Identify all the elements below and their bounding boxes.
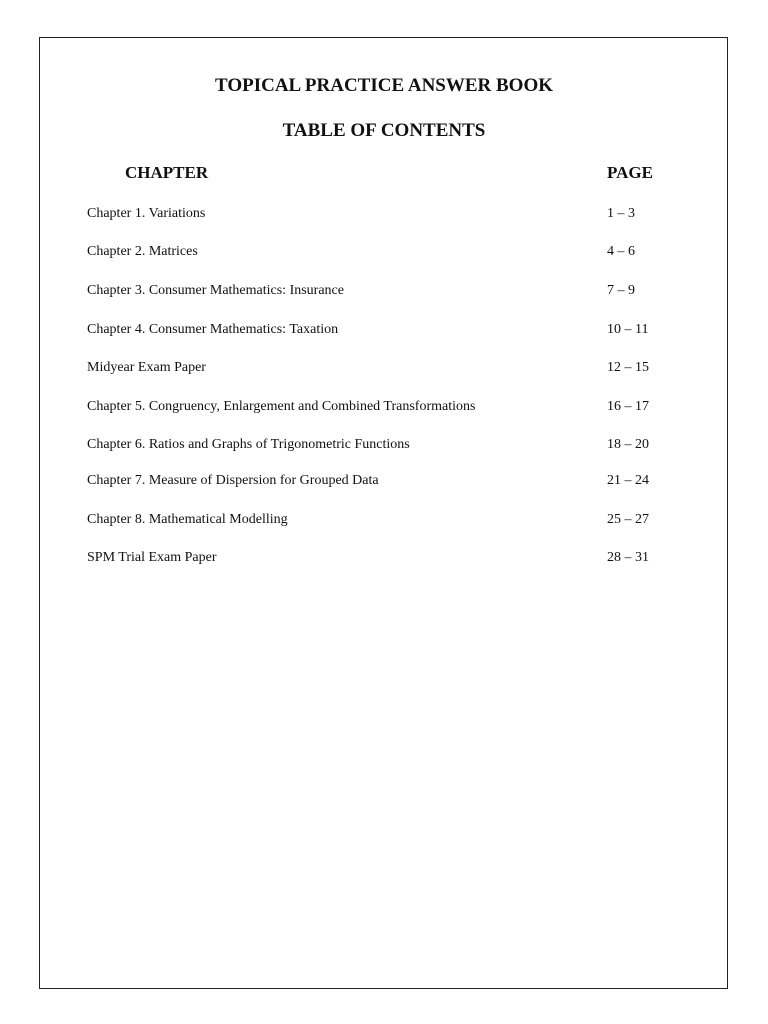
toc-entry-pages: 21 – 24: [607, 473, 649, 488]
toc-entry-pages: 25 – 27: [607, 512, 649, 527]
toc-entry-title: Chapter 2. Matrices: [87, 244, 198, 259]
toc-entry: [0, 242, 768, 262]
toc-entry: [0, 281, 768, 301]
toc-entry-pages: 18 – 20: [607, 437, 649, 452]
toc-entry-title: Chapter 3. Consumer Mathematics: Insurance: [87, 283, 344, 298]
toc-entry-title: Midyear Exam Paper: [87, 360, 206, 375]
toc-entry-pages: 10 – 11: [607, 322, 649, 337]
toc-entry: [0, 397, 768, 417]
toc-entry: [0, 358, 768, 378]
toc-entry-title: SPM Trial Exam Paper: [87, 550, 217, 565]
toc-entry-title: Chapter 8. Mathematical Modelling: [87, 512, 288, 527]
toc-entry: [0, 320, 768, 340]
toc-entry-title: Chapter 6. Ratios and Graphs of Trigonometric Functions: [87, 437, 410, 452]
toc-entry: [0, 510, 768, 530]
toc-entry: [0, 471, 768, 491]
toc-entry-title: Chapter 5. Congruency, Enlargement and Combined Transformations: [87, 399, 476, 414]
toc-entry-pages: 1 – 3: [607, 206, 635, 221]
page-column-header: PAGE: [607, 163, 653, 182]
table-of-contents-heading: TABLE OF CONTENTS: [282, 120, 486, 141]
book-title: TOPICAL PRACTICE ANSWER BOOK: [214, 75, 554, 96]
chapter-column-header: CHAPTER: [125, 163, 209, 182]
toc-entry-pages: 4 – 6: [607, 244, 635, 259]
toc-entry: [0, 435, 768, 455]
toc-entry-title: Chapter 1. Variations: [87, 206, 206, 221]
toc-entry-pages: 16 – 17: [607, 399, 649, 414]
toc-entry-pages: 28 – 31: [607, 550, 649, 565]
toc-entry: [0, 204, 768, 224]
toc-entry-title: Chapter 7. Measure of Dispersion for Grouped Data: [87, 473, 379, 488]
toc-entry-pages: 7 – 9: [607, 283, 635, 298]
toc-entry-title: Chapter 4. Consumer Mathematics: Taxation: [87, 322, 339, 337]
toc-entry-pages: 12 – 15: [607, 360, 649, 375]
toc-entry: [0, 548, 768, 568]
